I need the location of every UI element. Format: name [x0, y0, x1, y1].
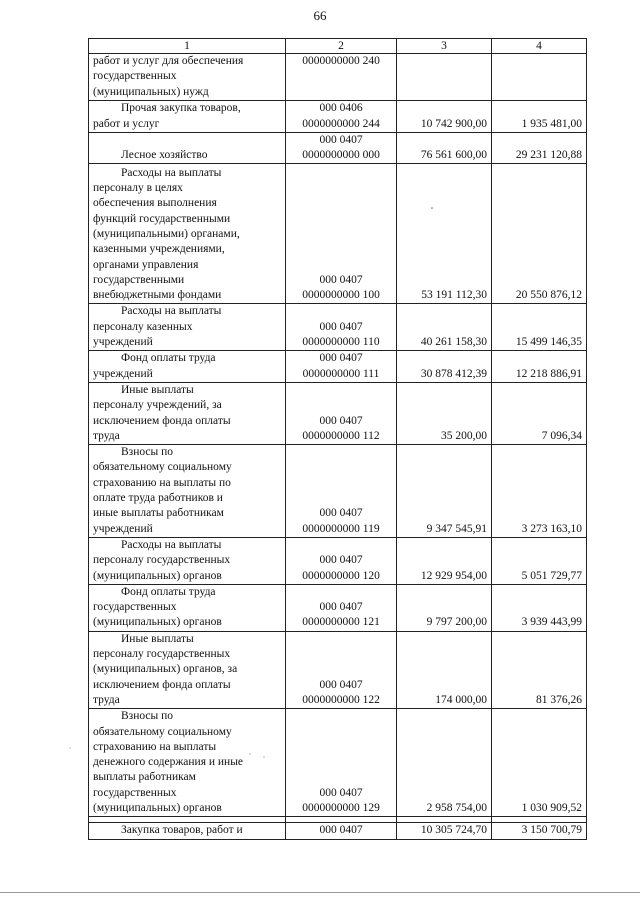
row-value-col4-cell: 81 376,26: [492, 631, 587, 708]
row-code-cell: 000 0407 0000000000 121: [286, 584, 397, 631]
column-header: 4: [492, 39, 587, 54]
row-value-col3-cell: 76 561 600,00: [397, 132, 492, 164]
row-value-col4-cell: 3 150 700,79: [492, 823, 587, 839]
row-name-cell: Лесное хозяйство: [89, 132, 286, 164]
row-code-cell: 000 0407 0000000000 111: [286, 351, 397, 383]
row-value-col4-cell: 12 218 886,91: [492, 351, 587, 383]
row-value-col4-cell: 15 499 146,35: [492, 304, 587, 351]
row-name-cell: Прочая закупка товаров, работ и услуг: [89, 100, 286, 132]
row-value-col3-cell: 30 878 412,39: [397, 351, 492, 383]
row-value-col3-cell: 40 261 158,30: [397, 304, 492, 351]
row-name-cell: Взносы по обязательному социальному страхованию на выплаты денежного содержания и иные выплаты работникам государственных (муниципальных) органов: [89, 709, 286, 817]
page-number: 66: [313, 8, 327, 23]
row-value-col3-cell: 9 347 545,91: [397, 445, 492, 538]
row-value-col4-cell: 5 051 729,77: [492, 537, 587, 584]
row-value-col4-cell: 1 935 481,00: [492, 100, 587, 132]
row-value-col3-cell: 35 200,00: [397, 382, 492, 444]
row-code-cell: 000 0407 0000000000 119: [286, 445, 397, 538]
row-code-cell: 000 0406 0000000000 244: [286, 100, 397, 132]
row-value-col4-cell: 1 030 909,52: [492, 709, 587, 817]
row-value-col4-cell: 20 550 876,12: [492, 164, 587, 304]
row-value-col4-cell: 3 939 443,99: [492, 584, 587, 631]
row-value-col4-cell: 7 096,34: [492, 382, 587, 444]
row-value-col3-cell: 53 191 112,30: [397, 164, 492, 304]
row-name-cell: Расходы на выплаты персоналу государственных (муниципальных) органов: [89, 537, 286, 584]
column-header: 3: [397, 39, 492, 54]
row-code-cell: 000 0407 0000000000 120: [286, 537, 397, 584]
row-value-col3-cell: 10 305 724,70: [397, 823, 492, 839]
row-name-cell: работ и услуг для обеспечения государственных (муниципальных) нужд: [89, 54, 286, 101]
row-name-cell: Фонд оплаты труда государственных (муниципальных) органов: [89, 584, 286, 631]
row-code-cell: 000 0407 0000000000 100: [286, 164, 397, 304]
row-code-cell: 000 0407: [286, 823, 397, 839]
row-value-col4-cell: 3 273 163,10: [492, 445, 587, 538]
page-bottom-rule: [0, 892, 640, 893]
row-code-cell: 000 0407 0000000000 129: [286, 709, 397, 817]
row-value-col3-cell: 2 958 754,00: [397, 709, 492, 817]
column-header: 2: [286, 39, 397, 54]
row-value-col4-cell: 29 231 120,88: [492, 132, 587, 164]
row-code-cell: 000 0407 0000000000 122: [286, 631, 397, 708]
row-name-cell: Иные выплаты персоналу государственных (муниципальных) органов, за исключением фонда оплаты труда: [89, 631, 286, 708]
row-value-col3-cell: 9 797 200,00: [397, 584, 492, 631]
row-name-cell: Иные выплаты персоналу учреждений, за исключением фонда оплаты труда: [89, 382, 286, 444]
row-code-cell: 0000000000 240: [286, 54, 397, 101]
row-value-col3-cell: 10 742 900,00: [397, 100, 492, 132]
row-code-cell: 000 0407 0000000000 110: [286, 304, 397, 351]
row-code-cell: 000 0407 0000000000 112: [286, 382, 397, 444]
column-header: 1: [89, 39, 286, 54]
row-name-cell: Расходы на выплаты персоналу казенных учреждений: [89, 304, 286, 351]
row-value-col3-cell: 12 929 954,00: [397, 537, 492, 584]
row-value-col3-cell: 174 000,00: [397, 631, 492, 708]
row-name-cell: Закупка товаров, работ и: [89, 823, 286, 839]
row-name-cell: Фонд оплаты труда учреждений: [89, 351, 286, 383]
row-code-cell: 000 0407 0000000000 000: [286, 132, 397, 164]
row-name-cell: Расходы на выплаты персоналу в целях обеспечения выполнения функций государственными (муниципальными) органами, казенными учреждениями, органами управления государственными внебюджетными фондами: [89, 164, 286, 304]
row-name-cell: Взносы по обязательному социальному страхованию на выплаты по оплате труда работников и иные выплаты работникам учреждений: [89, 445, 286, 538]
